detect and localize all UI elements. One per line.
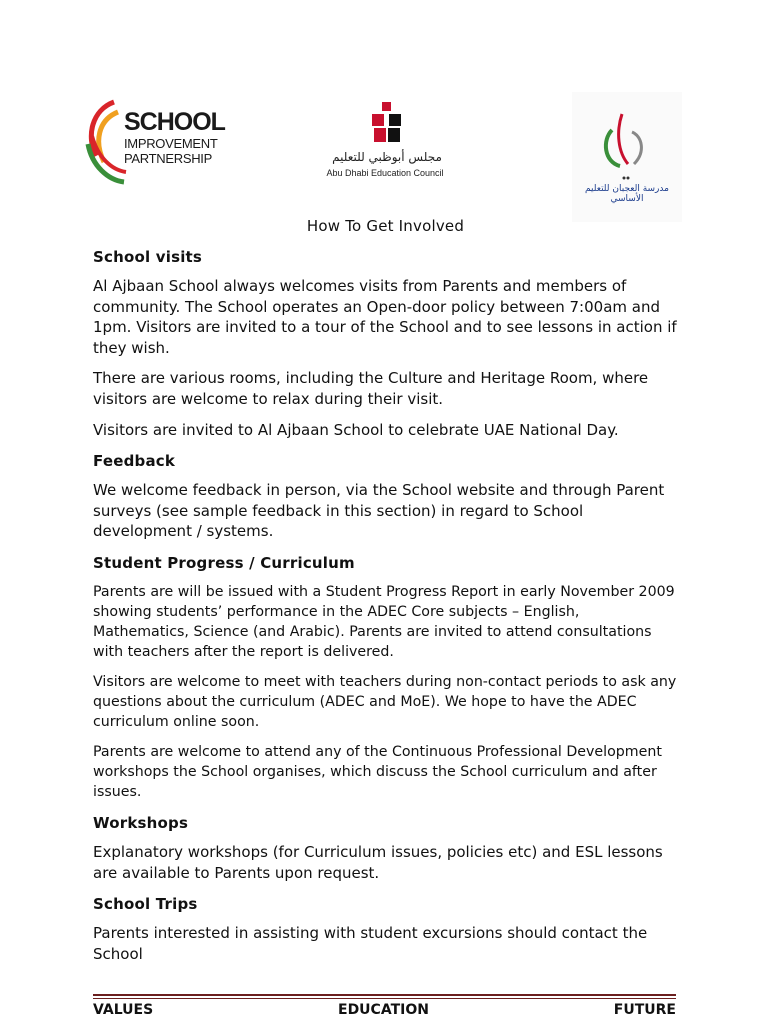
al-ajbaan-school-logo [572,92,682,222]
section-heading-student-progress: Student Progress / Curriculum [93,553,355,572]
paragraph: Explanatory workshops (for Curriculum issues, policies etc) and ESL lessons are available to Parents upon request. [93,842,663,882]
sip-logo-line3: PARTNERSHIP [124,151,212,166]
header-logos [0,92,768,222]
sip-logo-line1: SCHOOL [124,108,225,136]
section-heading-school-visits: School visits [93,248,203,266]
page-title: How To Get Involved [306,217,465,235]
sip-swirl-icon [84,96,128,188]
footer-divider [93,994,676,996]
adec-english-name: Abu Dhabi Education Council [326,168,444,178]
adec-arabic-name: مجلس أبوظبي للتعليم [332,150,442,164]
paragraph: Parents interested in assisting with student excursions should contact the School [93,924,648,963]
school-arabic-name: مدرسة العجبان للتعليم الأساسي [585,184,669,204]
footer-values: VALUES [93,1002,154,1018]
footer-education: EDUCATION [338,1002,429,1018]
section-heading-workshops: Workshops [93,813,189,832]
footer-future: FUTURE [613,1002,676,1018]
school-improvement-partnership-logo [84,96,225,188]
paragraph: Visitors are invited to Al Ajbaan School to celebrate UAE National Day. [93,420,619,439]
paragraph: There are various rooms, including the Culture and Heritage Room, where visitors are welcome to relax during their visit. [93,369,649,408]
paragraph: Visitors are welcome to meet with teachers during non-contact periods to ask any questions about the curriculum (ADEC and MoE). We hope to have the ADEC curriculum online soon. [93,673,677,730]
paragraph: Parents are welcome to attend any of the Continuous Professional Development workshops the School organises, which discuss the School curriculum and after issues. [93,743,662,800]
school-emblem-icon [572,92,682,184]
paragraph: Parents are will be issued with a Student Progress Report in early November 2009 showing students’ performance in the ADEC Core subjects – English, Mathematics, Science (and Arabic). Parents are invited to attend consultations with teachers after the report is delivered. [93,583,675,660]
section-heading-feedback: Feedback [93,452,176,471]
section-heading-school-trips: School Trips [93,895,198,914]
adec-logo [310,92,460,192]
document-body [93,216,678,974]
paragraph: We welcome feedback in person, via the School website and through Parent surveys (see sample feedback in this section) in regard to School development / systems. [93,481,665,541]
footer-divider-thin [93,998,676,999]
adec-emblem-icon [367,100,407,150]
sip-logo-line2: IMPROVEMENT [124,136,218,151]
paragraph: Al Ajbaan School always welcomes visits from Parents and members of community. The School operates an Open-door policy between 7:00am and 1pm. Visitors are invited to a tour of the School and to see lessons in action if they wish. [93,277,677,357]
